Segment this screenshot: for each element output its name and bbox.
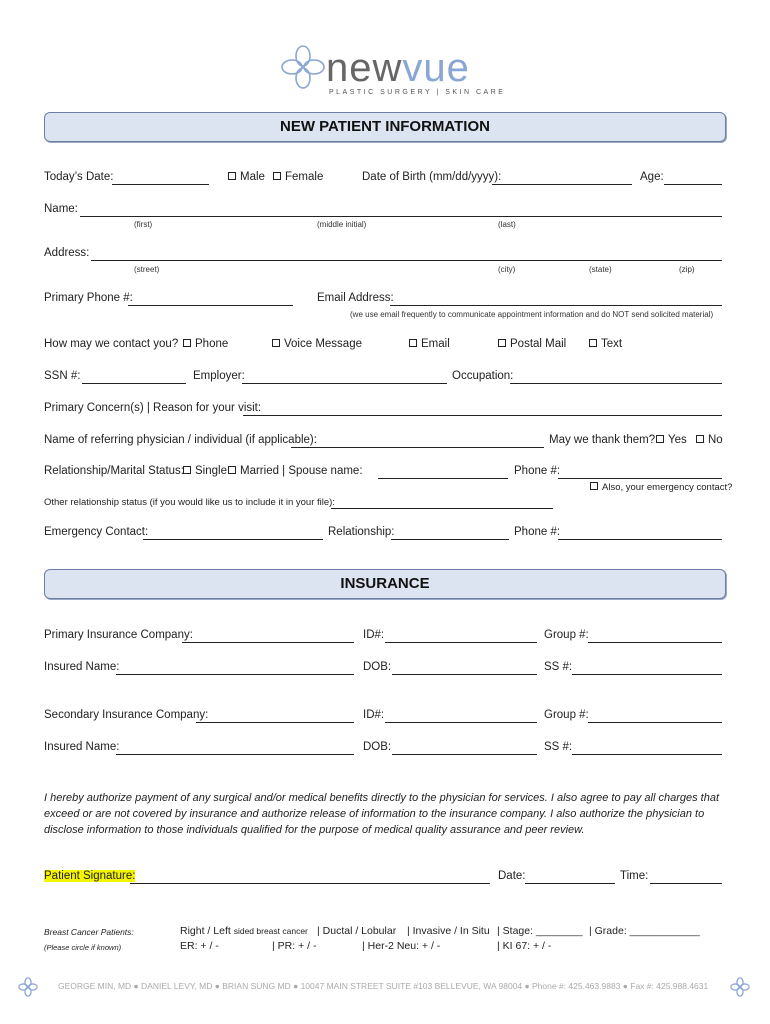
- emergency-relationship-field[interactable]: [391, 539, 509, 540]
- breast-er-option[interactable]: ER: + / -: [180, 940, 219, 952]
- email-label: Email Address:: [317, 292, 394, 304]
- occupation-field[interactable]: [510, 383, 722, 384]
- occupation-label: Occupation:: [452, 370, 514, 382]
- checkbox-icon: [272, 339, 280, 347]
- primary-phone-field[interactable]: [128, 305, 293, 306]
- primary-ss-label: SS #:: [544, 661, 573, 673]
- email-field[interactable]: [390, 305, 722, 306]
- checkbox-icon: [696, 435, 704, 443]
- ssn-field[interactable]: [82, 383, 186, 384]
- emergency-relationship-label: Relationship:: [328, 526, 395, 538]
- breast-cancer-title: Breast Cancer Patients:: [44, 927, 134, 937]
- employer-label: Employer:: [193, 370, 245, 382]
- email-note: (we use email frequently to communicate appointment information and do NOT send solicited material): [350, 310, 714, 319]
- flower-footer-left-icon: [18, 977, 38, 997]
- other-relationship-field[interactable]: [331, 508, 553, 509]
- secondary-insured-label: Insured Name:: [44, 741, 120, 753]
- address-label: Address:: [44, 247, 90, 259]
- emergency-contact-label: Emergency Contact:: [44, 526, 149, 538]
- flower-logo-icon: [280, 44, 326, 90]
- married-checkbox[interactable]: Married | Spouse name:: [228, 465, 363, 477]
- checkbox-icon: [498, 339, 506, 347]
- age-field[interactable]: [664, 184, 722, 185]
- primary-insurance-field[interactable]: [182, 642, 354, 643]
- signature-date-label: Date:: [498, 870, 526, 882]
- contact-text-checkbox[interactable]: Text: [589, 338, 622, 350]
- name-middle-hint: (middle initial): [317, 220, 367, 229]
- secondary-dob-label: DOB:: [363, 741, 392, 753]
- primary-phone-label: Primary Phone #:: [44, 292, 133, 304]
- address-city-hint: (city): [498, 265, 516, 274]
- address-field[interactable]: [91, 260, 722, 261]
- other-relationship-label: Other relationship status (if you would like us to include it in your file):: [44, 497, 335, 508]
- primary-group-field[interactable]: [588, 642, 722, 643]
- secondary-group-label: Group #:: [544, 709, 589, 721]
- checkbox-icon: [228, 172, 236, 180]
- breast-invasive-option[interactable]: | Invasive / In Situ: [407, 925, 490, 937]
- address-street-hint: (street): [134, 265, 160, 274]
- dob-label: Date of Birth (mm/dd/yyyy):: [362, 171, 502, 183]
- secondary-insured-field[interactable]: [116, 754, 354, 755]
- contact-phone-checkbox[interactable]: Phone: [183, 338, 228, 350]
- breast-cancer-subtitle: (Please circle if known): [44, 943, 122, 952]
- spouse-name-field[interactable]: [378, 478, 508, 479]
- breast-ki67-option[interactable]: | KI 67: + / -: [497, 940, 552, 952]
- secondary-insurance-label: Secondary Insurance Company:: [44, 709, 209, 721]
- concern-label: Primary Concern(s) | Reason for your visit:: [44, 402, 262, 414]
- patient-signature-label: Patient Signature:: [44, 870, 136, 882]
- checkbox-icon: [656, 435, 664, 443]
- thank-yes-checkbox[interactable]: Yes: [656, 434, 687, 446]
- brand-logo: newvue: [326, 46, 470, 90]
- single-checkbox[interactable]: Single: [183, 465, 227, 477]
- primary-dob-field[interactable]: [392, 674, 537, 675]
- secondary-dob-field[interactable]: [392, 754, 537, 755]
- secondary-ss-field[interactable]: [572, 754, 722, 755]
- breast-her2-option[interactable]: | Her-2 Neu: + / -: [362, 940, 441, 952]
- checkbox-icon: [409, 339, 417, 347]
- breast-side-option[interactable]: Right / Left sided breast cancer: [180, 925, 308, 937]
- emergency-contact-field[interactable]: [143, 539, 323, 540]
- primary-insurance-label: Primary Insurance Company:: [44, 629, 193, 641]
- relationship-label: Relationship/Marital Status:: [44, 465, 184, 477]
- primary-id-label: ID#:: [363, 629, 385, 641]
- secondary-ss-label: SS #:: [544, 741, 573, 753]
- flower-footer-right-icon: [730, 977, 750, 997]
- name-field[interactable]: [80, 216, 722, 217]
- spouse-phone-label: Phone #:: [514, 465, 561, 477]
- name-label: Name:: [44, 203, 78, 215]
- todays-date-field[interactable]: [112, 184, 209, 185]
- employer-field[interactable]: [242, 383, 447, 384]
- checkbox-icon: [273, 172, 281, 180]
- female-checkbox[interactable]: Female: [273, 171, 323, 183]
- concern-field[interactable]: [243, 415, 722, 416]
- todays-date-label: Today’s Date:: [44, 171, 114, 183]
- signature-time-field[interactable]: [650, 883, 722, 884]
- breast-grade-field[interactable]: | Grade: ____________: [589, 925, 700, 937]
- breast-stage-field[interactable]: | Stage: ________: [497, 925, 583, 937]
- breast-pr-option[interactable]: | PR: + / -: [272, 940, 317, 952]
- referring-field[interactable]: [291, 447, 544, 448]
- secondary-group-field[interactable]: [588, 722, 722, 723]
- thank-question: May we thank them?: [549, 434, 656, 446]
- primary-id-field[interactable]: [385, 642, 537, 643]
- emergency-contact-checkbox[interactable]: Also, your emergency contact?: [590, 482, 732, 493]
- contact-question: How may we contact you?: [44, 338, 179, 350]
- age-label: Age:: [640, 171, 664, 183]
- checkbox-icon: [183, 339, 191, 347]
- contact-mail-checkbox[interactable]: Postal Mail: [498, 338, 566, 350]
- name-last-hint: (last): [498, 220, 516, 229]
- spouse-phone-field[interactable]: [558, 478, 722, 479]
- secondary-id-field[interactable]: [385, 722, 537, 723]
- referring-label: Name of referring physician / individual (if applicable):: [44, 434, 317, 446]
- checkbox-icon: [590, 482, 598, 490]
- checkbox-icon: [183, 466, 191, 474]
- patient-signature-field[interactable]: [130, 883, 490, 884]
- thank-no-checkbox[interactable]: No: [696, 434, 723, 446]
- contact-email-checkbox[interactable]: Email: [409, 338, 450, 350]
- name-first-hint: (first): [134, 220, 153, 229]
- address-zip-hint: (zip): [679, 265, 695, 274]
- primary-insured-field[interactable]: [116, 674, 354, 675]
- secondary-insurance-field[interactable]: [196, 722, 354, 723]
- breast-ductal-option[interactable]: | Ductal / Lobular: [317, 925, 397, 937]
- authorization-paragraph: I hereby authorize payment of any surgical and/or medical benefits directly to the physician for services. I also agree to pay all charges that exceed or are not covered by insurance and authorize release of information to the insurance company. I also authorize the physician to disclose information to those individuals qualified for the purpose of medical quality assurance and peer review.: [44, 792, 720, 836]
- checkbox-icon: [228, 466, 236, 474]
- emergency-phone-label: Phone #:: [514, 526, 561, 538]
- address-state-hint: (state): [589, 265, 612, 274]
- secondary-id-label: ID#:: [363, 709, 385, 721]
- primary-ss-field[interactable]: [572, 674, 722, 675]
- section-title-insurance: INSURANCE: [44, 569, 726, 599]
- primary-dob-label: DOB:: [363, 661, 392, 673]
- signature-time-label: Time:: [620, 870, 649, 882]
- emergency-phone-field[interactable]: [558, 539, 722, 540]
- section-title-patient: NEW PATIENT INFORMATION: [44, 112, 726, 142]
- brand-tagline: PLASTIC SURGERY | SKIN CARE: [329, 89, 506, 96]
- signature-date-field[interactable]: [525, 883, 615, 884]
- contact-voice-checkbox[interactable]: Voice Message: [272, 338, 362, 350]
- footer-contact-info: GEORGE MIN, MD ● DANIEL LEVY, MD ● BRIAN SUNG MD ● 10047 MAIN STREET SUITE #103 BELLEVUE, WA 98004 ● Phone #: 425.463.9883 ● Fax #: 425.988.4631: [58, 981, 709, 991]
- male-checkbox[interactable]: Male: [228, 171, 265, 183]
- dob-field[interactable]: [492, 184, 632, 185]
- checkbox-icon: [589, 339, 597, 347]
- primary-group-label: Group #:: [544, 629, 589, 641]
- ssn-label: SSN #:: [44, 370, 81, 382]
- primary-insured-label: Insured Name:: [44, 661, 120, 673]
